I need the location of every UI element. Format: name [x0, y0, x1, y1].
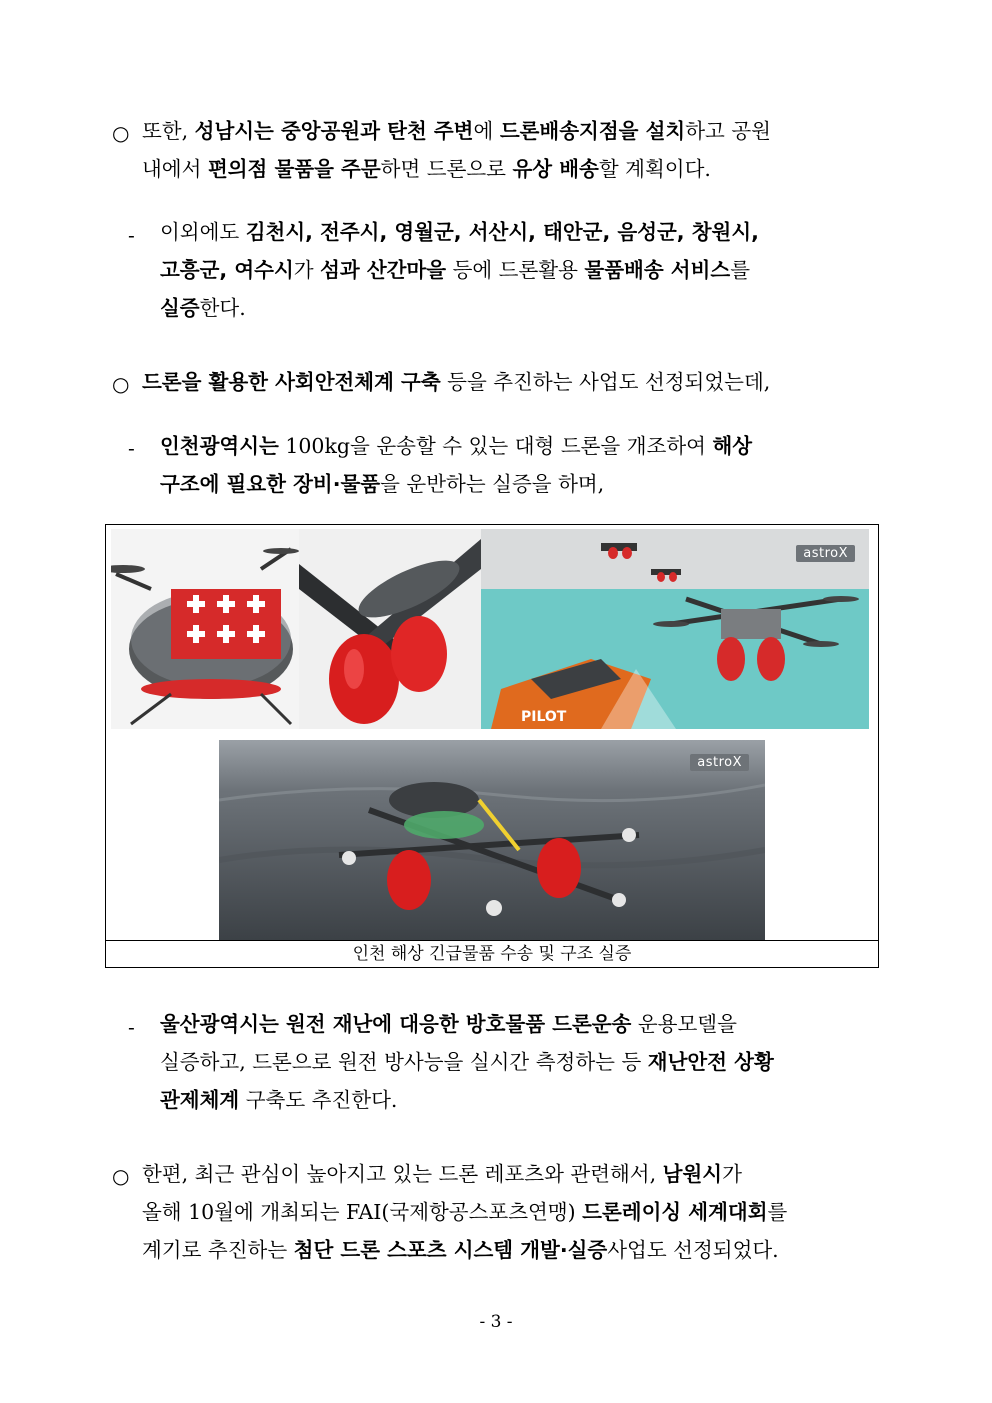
paragraph-ulsan [160, 1005, 887, 1119]
bold-text: 남원시 [662, 1162, 723, 1186]
text-run: 가 [722, 1162, 742, 1186]
text-line [142, 1231, 887, 1269]
paragraph-namwon [142, 1155, 887, 1269]
text-run: 사업도 선정되었다. [607, 1238, 779, 1262]
paragraph-seongnam [142, 112, 887, 188]
text-run: 드론으로 [426, 157, 513, 181]
dash-marker: - [128, 1015, 135, 1039]
text-run: 또한, [142, 119, 195, 143]
text-line [142, 150, 887, 188]
bold-text: 실증 [160, 296, 200, 320]
text-run: 등에 드론활용 [446, 258, 585, 282]
text-line [160, 465, 887, 503]
text-run: 운용모델을 [631, 1012, 737, 1036]
text-run: 하면 [380, 157, 427, 181]
bold-text: 구조에 필요한 장비·물품 [160, 472, 381, 496]
bold-text: 드론을 활용한 사회안전체계 구축 [142, 370, 441, 394]
bold-text: 관제체계 [160, 1088, 240, 1112]
image-medical-drone [111, 529, 299, 729]
text-run: 올해 10월에 개최되는 FAI(국제항공스포츠연맹) [142, 1200, 583, 1224]
bold-text: 편의점 물품을 주문 [207, 157, 381, 181]
text-run: 가 [293, 258, 321, 282]
text-line [160, 1043, 887, 1081]
text-line [160, 427, 887, 465]
bold-text: 섬과 산간마을 [320, 258, 447, 282]
boat-label: PILOT [521, 709, 567, 725]
bold-text: 김천시, 전주시, 영월군, 서산시, 태안군, 음성군, 창원시, [245, 220, 759, 244]
figure-box [105, 524, 879, 968]
text-line [142, 1193, 887, 1231]
text-run: 할 계획이다. [598, 157, 711, 181]
astrox-logo: astroX [690, 754, 749, 771]
text-run: 을 운반하는 실증을 하며, [380, 472, 605, 496]
bold-text: 고흥군, 여수시 [160, 258, 294, 282]
text-line [142, 112, 887, 150]
bold-text: 인천광역시는 [160, 434, 279, 458]
paragraph-other-cities [160, 213, 887, 327]
image-drone-floats [299, 529, 481, 729]
text-run: 한다. [199, 296, 246, 320]
figure-caption: 인천 해상 긴급물품 수송 및 구조 실증 [106, 940, 878, 967]
text-run: 구축도 추진한다. [239, 1088, 398, 1112]
text-run: 계기로 추진하는 [142, 1238, 294, 1262]
astrox-logo: astroX [796, 545, 855, 562]
text-run: 100kg을 운송할 수 있는 대형 드론을 개조하여 [278, 434, 713, 458]
bold-text: 울산광역시는 원전 재난에 대응한 방호물품 드론운송 [160, 1012, 632, 1036]
text-run: 를 [730, 258, 750, 282]
bullet-marker: ○ [112, 372, 130, 396]
bold-text: 유상 배송 [512, 157, 599, 181]
bold-text: 드론배송지점을 설치 [499, 119, 686, 143]
text-run: 내에서 [142, 157, 208, 181]
bold-text: 재난안전 상황 [647, 1050, 774, 1074]
text-line [160, 213, 887, 251]
dash-marker: - [128, 436, 135, 460]
text-line [160, 1081, 887, 1119]
bold-text: 첨단 드론 스포츠 시스템 개발·실증 [293, 1238, 608, 1262]
text-run: 하고 공원 [685, 119, 771, 143]
bold-text: 성남시는 중앙공원과 탄천 주변 [194, 119, 474, 143]
paragraph-safety [142, 363, 887, 401]
text-line [160, 1005, 887, 1043]
text-run: 실증하고, 드론으로 원전 방사능을 실시간 측정하는 등 [160, 1050, 648, 1074]
text-run: 한편, 최근 관심이 높아지고 있는 드론 레포츠와 관련해서, [142, 1162, 663, 1186]
image-drone-over-sea [219, 740, 765, 940]
bold-text: 드론레이싱 세계대회 [582, 1200, 768, 1224]
bold-text: 물품배송 서비스 [584, 258, 731, 282]
bullet-marker: ○ [112, 1164, 130, 1188]
text-run: 등을 추진하는 사업도 선정되었는데, [440, 370, 771, 394]
text-run: 이외에도 [160, 220, 246, 244]
image-sea-rescue [481, 529, 869, 729]
dash-marker: - [128, 223, 135, 247]
text-run: 에 [473, 119, 500, 143]
bullet-marker: ○ [112, 121, 130, 145]
text-line [160, 289, 887, 327]
text-run: 를 [767, 1200, 788, 1224]
bold-text: 해상 [712, 434, 753, 458]
text-line [160, 251, 887, 289]
paragraph-incheon [160, 427, 887, 503]
text-line [142, 1155, 887, 1193]
text-line [142, 363, 887, 401]
page-number: - 3 - [479, 1312, 513, 1332]
